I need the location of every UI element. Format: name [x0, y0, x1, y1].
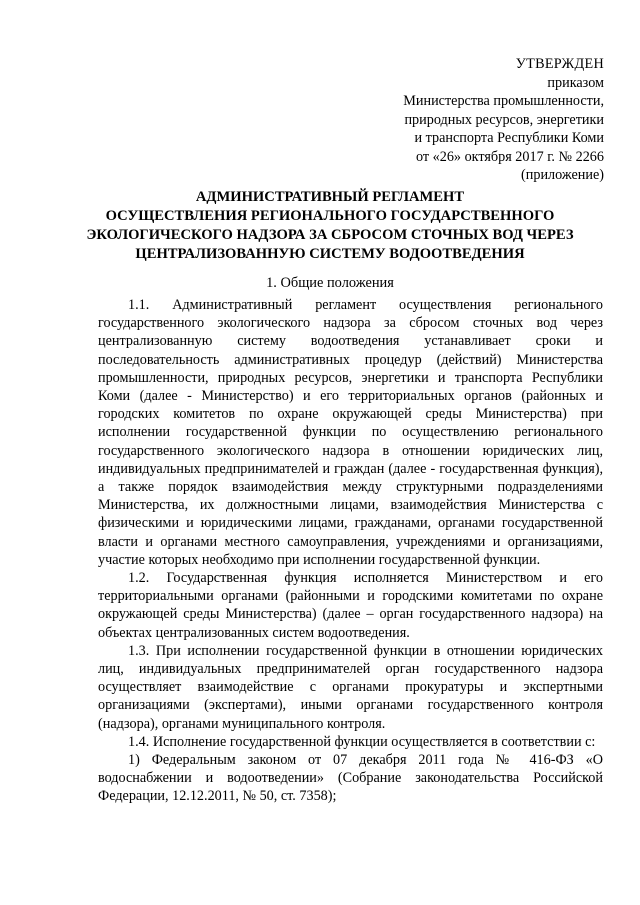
paragraph-1-2: 1.2. Государственная функция исполняется Министерством и его территориальными органами (районными и городскими комитетами по охране окружающей среды Министерства) (далее – орган государственного надзора) на объектах централизованных систем водоотведения. — [98, 570, 603, 641]
title-line-4: ЦЕНТРАЛИЗОВАННУЮ СИСТЕМУ ВОДООТВЕДЕНИЯ — [135, 246, 525, 262]
document-title — [60, 188, 600, 264]
approval-ministry-line3: и транспорта Республики Коми — [414, 130, 604, 146]
approval-ministry-line2: природных ресурсов, энергетики — [404, 111, 604, 128]
paragraph-1-1: 1.1. Административный регламент осуществления регионального государственного экологического надзора за сбросом сточных вод через централизованную систему водоотведения устанавливает сроки и последовательность административных процедур (действий) Министерства промышленности, природных ресурсов, энергетики и транспорта Республики Коми (далее - Министерство) и его территориальных органов (районных и городских комитетов по охране окружающей среды Министерства) при исполнении государственной функции по осуществлению регионального государственного экологического надзора в отношении юридических лиц, индивидуальных предпринимателей и граждан (далее - государственная функция), а также порядок взаимодействия между структурными подразделениями Министерства, их должностными лицами, взаимодействия Министерства с физическими и юридическими лицами, гражданами, органами государственной власти и органами местного самоуправления, учреждениями и организациями, участие которых необходимо при исполнении государственной функции. — [98, 297, 603, 568]
document-body — [98, 296, 603, 806]
approval-order-date: от «26» октября 2017 г. № 2266 — [416, 148, 604, 165]
approval-ministry-line1: Министерства промышленности, — [403, 93, 604, 109]
approval-status: УТВЕРЖДЕН — [515, 56, 604, 72]
paragraph-1-4: 1.4. Исполнение государственной функции осуществляется в соответствии с: — [128, 733, 596, 750]
approval-stamp — [344, 55, 604, 185]
section-heading: 1. Общие положения — [266, 275, 394, 291]
paragraph-1-4-item-1: 1) Федеральным законом от 07 декабря 2011 года № 416-ФЗ «О водоснабжении и водоотведении» (Собрание законодательства Российской Федерации, 12.12.2011, № 50, ст. 7358); — [98, 752, 603, 805]
title-line-3: ЭКОЛОГИЧЕСКОГО НАДЗОРА ЗА СБРОСОМ СТОЧНЫХ ВОД ЧЕРЕЗ — [86, 227, 574, 243]
paragraph-1-3: 1.3. При исполнении государственной функции в отношении юридических лиц, индивидуальных предпринимателей орган государственного надзора осуществляет взаимодействие с органами прокуратуры и экспертными организациями (экспертами), иными органами государственного контроля (надзора), органами муниципального контроля. — [98, 642, 603, 732]
approval-appendix-note: (приложение) — [521, 167, 604, 183]
approval-order-label: приказом — [547, 74, 604, 91]
title-line-2: ОСУЩЕСТВЛЕНИЯ РЕГИОНАЛЬНОГО ГОСУДАРСТВЕННОГО — [105, 208, 555, 224]
title-line-1: АДМИНИСТРАТИВНЫЙ РЕГЛАМЕНТ — [195, 189, 465, 205]
